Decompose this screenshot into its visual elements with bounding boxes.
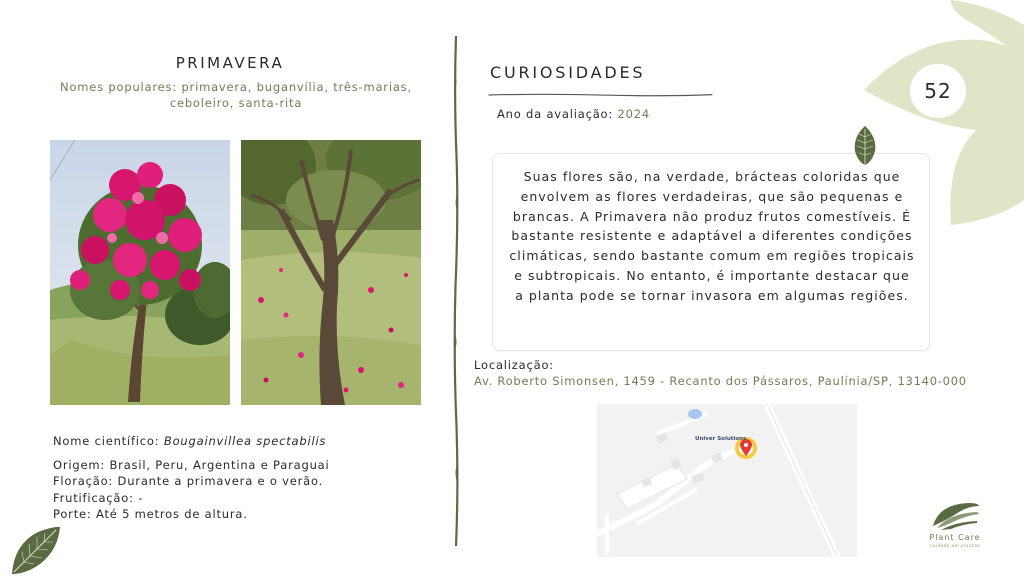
plant-care-logo-icon (929, 500, 981, 532)
scientific-name-value: Bougainvillea spectabilis (163, 434, 327, 448)
curiosities-text: Suas flores são, na verdade, brácteas coloridas que envolvem as flores verdadeiras, que são pequenas e brancas. A Primavera não produz frutos comestíveis. É bastante resistente e adaptável a diferentes condições climáticas, sendo bastante comum em regiões tropicais e subtropicais. No entanto, é importante destacar que a planta pode se tornar invasora em algumas regiões. (509, 169, 915, 303)
plant-facts-list (53, 457, 330, 523)
evaluation-year-row (497, 107, 650, 121)
brand-tagline: cuidado em plantas (929, 543, 981, 548)
flowering-tree-photo (50, 140, 230, 405)
location-map[interactable] (597, 404, 857, 557)
leaf-icon (852, 125, 878, 167)
page-number: 52 (910, 64, 966, 118)
plant-title: PRIMAVERA (175, 54, 285, 72)
scientific-name-row (53, 433, 326, 449)
fruiting-fact: Frutificação: - (53, 490, 144, 505)
plant-care-logo (918, 500, 992, 558)
curiosities-title: CURIOSIDADES (490, 63, 646, 82)
location-address: Av. Roberto Simonsen, 1459 - Recanto dos Pássaros, Paulínia/SP, 13140-000 (474, 374, 967, 388)
evaluation-year-value: 2024 (617, 107, 650, 121)
tree-trunk-photo (241, 140, 421, 405)
location-label: Localização: (474, 358, 554, 372)
brand-name: Plant Care (929, 533, 981, 542)
corner-leaf-icon (10, 524, 62, 576)
popular-names: Nomes populares: primavera, buganvília, três-marias, ceboleiro, santa-rita (60, 80, 412, 110)
title-underline (488, 84, 713, 92)
size-fact: Porte: Até 5 metros de altura. (53, 507, 248, 522)
evaluation-year-label: Ano da avaliação: (497, 107, 618, 121)
scientific-name-label: Nome científico: (53, 434, 164, 448)
map-place-label: Univer Solutions (695, 436, 747, 442)
flowering-fact: Floração: Durante a primavera e o verão. (53, 474, 324, 489)
column-divider (449, 36, 463, 546)
origin-fact: Origem: Brasil, Peru, Argentina e Paraguai (53, 458, 330, 472)
